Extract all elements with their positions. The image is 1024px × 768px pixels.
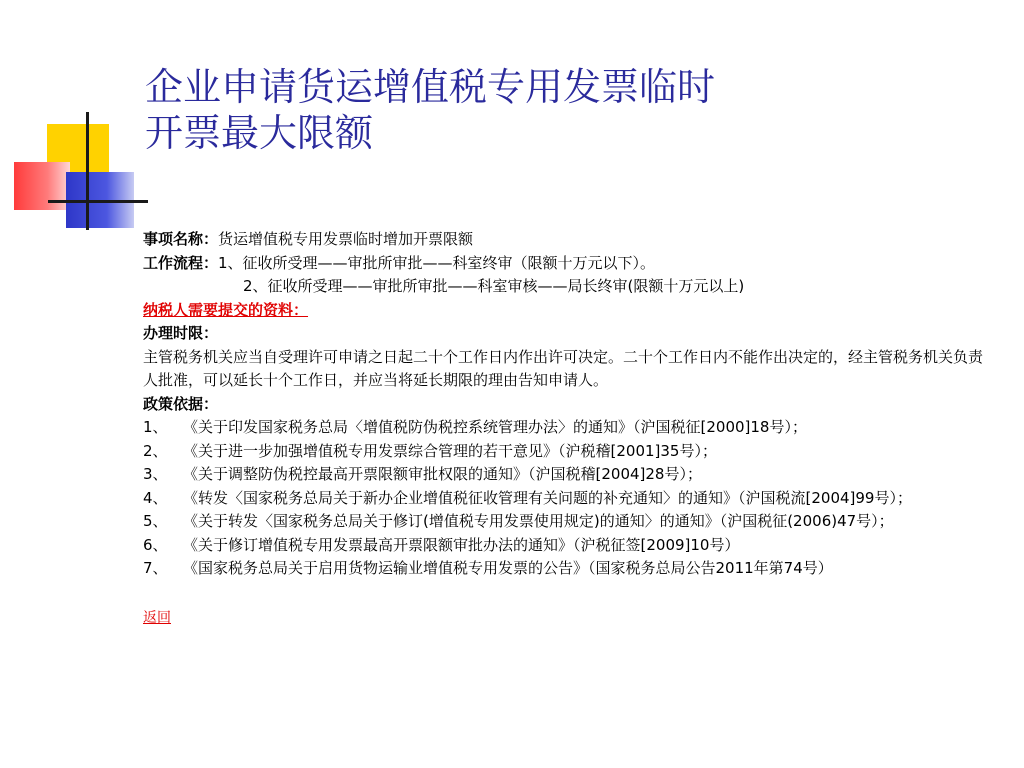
list-item xyxy=(143,487,1003,511)
materials-row xyxy=(143,299,1003,323)
list-item xyxy=(143,463,1003,487)
policy-list xyxy=(143,416,1003,581)
title-line-2: 开票最大限额 xyxy=(145,111,374,155)
policy-text: 《关于印发国家税务总局〈增值税防伪税控系统管理办法〉的通知》（沪国税征[2000]18号）； xyxy=(183,418,807,436)
list-item xyxy=(143,440,1003,464)
policy-number: 4、 xyxy=(143,488,168,507)
policy-number: 5、 xyxy=(143,512,168,530)
time-limit-text: 主管税务机关应当自受理许可申请之日起二十个工作日内作出许可决定。二十个工作日内不能作出决定的，经主管税务机关负责人批准，可以延长十个工作日，并应当将延长期限的理由告知申请人。 xyxy=(143,347,984,389)
policy-number: 2、 xyxy=(143,441,168,460)
back-link[interactable]: 返回 xyxy=(143,609,171,626)
vertical-line-decoration xyxy=(86,112,89,230)
workflow-step-2: 2、征收所受理——审批所审批——科室审核——局长终审(限额十万元以上) xyxy=(243,277,745,295)
page-title xyxy=(145,64,945,156)
slide-content xyxy=(143,228,1003,630)
horizontal-line-decoration xyxy=(48,200,148,203)
policy-text: 《关于修订增值税专用发票最高开票限额审批办法的通知》（沪税征签[2009]10号） xyxy=(183,535,740,554)
policy-number: 7、 xyxy=(143,559,168,577)
workflow-row xyxy=(143,252,1003,276)
list-item xyxy=(143,510,1003,534)
policy-text: 《关于进一步加强增值税专用发票综合管理的若干意见》（沪税稽[2001]35号）； xyxy=(183,441,717,460)
workflow-step-2-row xyxy=(143,275,1003,299)
time-limit-label: 办理时限： xyxy=(143,324,219,342)
item-name-row xyxy=(143,228,1003,252)
policy-number: 6、 xyxy=(143,535,168,554)
policy-text: 《关于调整防伪税控最高开票限额审批权限的通知》（沪国税稽[2004]28号）； xyxy=(183,465,702,483)
list-item xyxy=(143,416,1003,440)
policy-label: 政策依据： xyxy=(143,394,219,413)
workflow-label: 工作流程： xyxy=(143,253,219,272)
workflow-step-1: 1、征收所受理——审批所审批——科室终审（限额十万元以下）。 xyxy=(218,253,656,272)
materials-link[interactable]: 纳税人需要提交的资料： xyxy=(143,300,309,319)
item-name-value: 货运增值税专用发票临时增加开票限额 xyxy=(218,230,474,248)
policy-text: 《转发〈国家税务总局关于新办企业增值税征收管理有关问题的补充通知〉的通知》（沪国税流[2004]99号）； xyxy=(183,488,912,507)
list-item xyxy=(143,534,1003,558)
item-name-label: 事项名称： xyxy=(143,230,219,248)
decorative-squares xyxy=(0,0,150,240)
list-item xyxy=(143,557,1003,581)
policy-text: 《国家税务总局关于启用货物运输业增值税专用发票的公告》（国家税务总局公告2011年第74号） xyxy=(183,559,833,577)
policy-number: 1、 xyxy=(143,418,168,436)
policy-text: 《关于转发〈国家税务总局关于修订(增值税专用发票使用规定)的通知〉的通知》（沪国税征(2006)47号）； xyxy=(183,512,894,530)
policy-number: 3、 xyxy=(143,465,168,483)
title-line-1: 企业申请货运增值税专用发票临时 xyxy=(145,65,716,109)
